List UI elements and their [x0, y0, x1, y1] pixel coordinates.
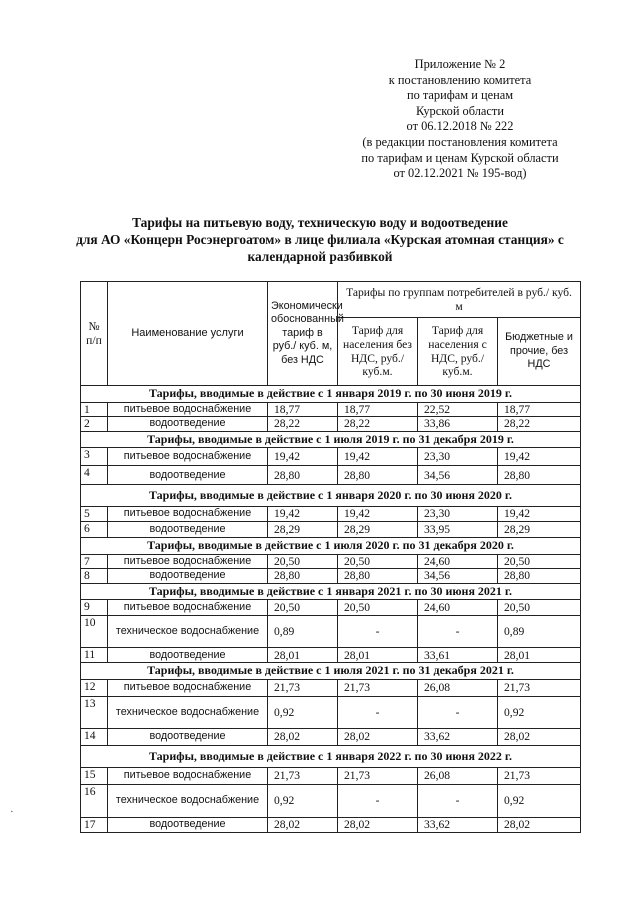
- row-number: 8: [81, 569, 108, 584]
- budget-value: 20,50: [498, 600, 581, 616]
- table-row: [81, 817, 581, 832]
- row-number: 1: [81, 402, 108, 417]
- service-name: питьевое водоснабжение: [108, 600, 268, 616]
- population-vat-value: 24,60: [418, 554, 498, 569]
- table-row: [81, 507, 581, 522]
- section-title: Тарифы, вводимые в действие с 1 июля 2019 г. по 31 декабря 2019 г.: [81, 431, 581, 448]
- budget-value: 0,92: [498, 696, 581, 728]
- table-row: [81, 648, 581, 663]
- population-no-vat-value: 19,42: [338, 448, 418, 466]
- header-economic-tariff: Экономически обоснованный тариф в руб./ куб. м, без НДС: [268, 282, 338, 386]
- population-vat-value: 26,08: [418, 767, 498, 784]
- population-vat-value: 23,30: [418, 507, 498, 522]
- appendix-line: от 06.12.2018 № 222: [406, 119, 514, 134]
- row-number: 2: [81, 417, 108, 432]
- service-name: питьевое водоснабжение: [108, 448, 268, 466]
- table-row: [81, 767, 581, 784]
- population-vat-value: -: [418, 784, 498, 817]
- economic-tariff-value: 28,80: [268, 569, 338, 584]
- header-population-no-vat: Тариф для населения без НДС, руб./ куб.м.: [338, 318, 418, 386]
- service-name: водоотведение: [108, 417, 268, 432]
- budget-value: 28,80: [498, 569, 581, 584]
- table-row: [81, 466, 581, 485]
- table-row: [81, 600, 581, 616]
- economic-tariff-value: 28,29: [268, 521, 338, 537]
- appendix-line: от 02.12.2021 № 195-вод): [393, 166, 527, 181]
- service-name: питьевое водоснабжение: [108, 767, 268, 784]
- budget-value: 21,73: [498, 679, 581, 696]
- section-header-row: [81, 663, 581, 680]
- population-vat-value: -: [418, 616, 498, 648]
- appendix-line: (в редакции постановления комитета: [362, 134, 558, 149]
- population-vat-value: 33,86: [418, 417, 498, 432]
- population-no-vat-value: 28,02: [338, 728, 418, 745]
- budget-value: 19,42: [498, 507, 581, 522]
- service-name: питьевое водоснабжение: [108, 554, 268, 569]
- population-no-vat-value: 20,50: [338, 600, 418, 616]
- row-number: 16: [81, 784, 108, 817]
- service-name: техническое водоснабжение: [108, 616, 268, 648]
- appendix-line: по тарифам и ценам: [406, 88, 514, 103]
- economic-tariff-value: 0,92: [268, 696, 338, 728]
- section-title: Тарифы, вводимые в действие с 1 января 2022 г. по 30 июня 2022 г.: [81, 745, 581, 767]
- row-number: 5: [81, 507, 108, 522]
- population-vat-value: 33,95: [418, 521, 498, 537]
- row-number: 9: [81, 600, 108, 616]
- economic-tariff-value: 28,02: [268, 728, 338, 745]
- population-vat-value: 34,56: [418, 569, 498, 584]
- row-number: 4: [81, 466, 108, 485]
- budget-value: 20,50: [498, 554, 581, 569]
- row-number: 14: [81, 728, 108, 745]
- row-number: 12: [81, 679, 108, 696]
- economic-tariff-value: 28,01: [268, 648, 338, 663]
- title-line: календарной разбивкой: [247, 249, 393, 264]
- budget-value: 28,01: [498, 648, 581, 663]
- document-title: [40, 214, 600, 265]
- economic-tariff-value: 0,89: [268, 616, 338, 648]
- title-line: Тарифы на питьевую воду, техническую воду и водоотведение: [132, 215, 508, 230]
- population-no-vat-value: 18,77: [338, 402, 418, 417]
- section-header-row: [81, 431, 581, 448]
- economic-tariff-value: 19,42: [268, 507, 338, 522]
- economic-tariff-value: 20,50: [268, 600, 338, 616]
- table-row: [81, 569, 581, 584]
- population-vat-value: 23,30: [418, 448, 498, 466]
- table-header: [81, 282, 581, 386]
- budget-value: 28,29: [498, 521, 581, 537]
- table-row: [81, 521, 581, 537]
- population-no-vat-value: 28,02: [338, 817, 418, 832]
- service-name: водоотведение: [108, 466, 268, 485]
- row-number: 10: [81, 616, 108, 648]
- section-header-row: [81, 386, 581, 403]
- population-no-vat-value: 28,29: [338, 521, 418, 537]
- header-service: Наименование услуги: [108, 282, 268, 386]
- row-number: 3: [81, 448, 108, 466]
- economic-tariff-value: 21,73: [268, 679, 338, 696]
- service-name: водоотведение: [108, 521, 268, 537]
- population-no-vat-value: 28,80: [338, 466, 418, 485]
- tariff-table: [80, 281, 581, 833]
- budget-value: 18,77: [498, 402, 581, 417]
- population-no-vat-value: -: [338, 616, 418, 648]
- budget-value: 28,02: [498, 728, 581, 745]
- budget-value: 28,22: [498, 417, 581, 432]
- service-name: водоотведение: [108, 648, 268, 663]
- budget-value: 21,73: [498, 767, 581, 784]
- population-no-vat-value: 28,80: [338, 569, 418, 584]
- population-no-vat-value: 19,42: [338, 507, 418, 522]
- service-name: техническое водоснабжение: [108, 696, 268, 728]
- population-no-vat-value: 28,01: [338, 648, 418, 663]
- appendix-line: к постановлению комитета: [388, 72, 532, 87]
- title-line: для АО «Концерн Росэнергоатом» в лице филиала «Курская атомная станция» с: [76, 232, 564, 247]
- header-population-vat: Тариф для населения с НДС, руб./ куб.м.: [418, 318, 498, 386]
- section-title: Тарифы, вводимые в действие с 1 июля 2021 г. по 31 декабря 2021 г.: [81, 663, 581, 680]
- economic-tariff-value: 18,77: [268, 402, 338, 417]
- population-no-vat-value: -: [338, 784, 418, 817]
- economic-tariff-value: 28,02: [268, 817, 338, 832]
- population-no-vat-value: 21,73: [338, 679, 418, 696]
- service-name: питьевое водоснабжение: [108, 402, 268, 417]
- economic-tariff-value: 20,50: [268, 554, 338, 569]
- table-row: [81, 679, 581, 696]
- service-name: водоотведение: [108, 817, 268, 832]
- population-vat-value: 22,52: [418, 402, 498, 417]
- population-vat-value: 33,62: [418, 728, 498, 745]
- row-number: 7: [81, 554, 108, 569]
- service-name: техническое водоснабжение: [108, 784, 268, 817]
- section-header-row: [81, 745, 581, 767]
- table-body: [81, 386, 581, 833]
- budget-value: 28,80: [498, 466, 581, 485]
- row-number: 11: [81, 648, 108, 663]
- budget-value: 28,02: [498, 817, 581, 832]
- table-row: [81, 417, 581, 432]
- section-header-row: [81, 583, 581, 600]
- table-row: [81, 554, 581, 569]
- appendix-block: [330, 57, 590, 182]
- population-vat-value: 33,62: [418, 817, 498, 832]
- section-title: Тарифы, вводимые в действие с 1 июля 2020 г. по 31 декабря 2020 г.: [81, 537, 581, 554]
- header-consumer-groups: Тарифы по группам потребителей в руб./ куб. м: [338, 282, 581, 318]
- section-title: Тарифы, вводимые в действие с 1 января 2021 г. по 30 июня 2021 г.: [81, 583, 581, 600]
- population-vat-value: 34,56: [418, 466, 498, 485]
- service-name: питьевое водоснабжение: [108, 507, 268, 522]
- service-name: водоотведение: [108, 569, 268, 584]
- table-row: [81, 728, 581, 745]
- population-no-vat-value: 21,73: [338, 767, 418, 784]
- population-vat-value: 33,61: [418, 648, 498, 663]
- population-no-vat-value: -: [338, 696, 418, 728]
- appendix-line: по тарифам и ценам Курской области: [361, 150, 559, 165]
- header-budget: Бюджетные и прочие, без НДС: [498, 318, 581, 386]
- economic-tariff-value: 28,22: [268, 417, 338, 432]
- table-row: [81, 696, 581, 728]
- budget-value: 19,42: [498, 448, 581, 466]
- row-number: 6: [81, 521, 108, 537]
- section-title: Тарифы, вводимые в действие с 1 января 2020 г. по 30 июня 2020 г.: [81, 485, 581, 507]
- margin-mark: ·: [10, 806, 14, 818]
- budget-value: 0,92: [498, 784, 581, 817]
- header-num: № п/п: [81, 282, 108, 386]
- section-header-row: [81, 537, 581, 554]
- budget-value: 0,89: [498, 616, 581, 648]
- table-row: [81, 402, 581, 417]
- economic-tariff-value: 21,73: [268, 767, 338, 784]
- economic-tariff-value: 28,80: [268, 466, 338, 485]
- population-vat-value: 24,60: [418, 600, 498, 616]
- row-number: 15: [81, 767, 108, 784]
- appendix-line: Курской области: [416, 103, 504, 118]
- economic-tariff-value: 0,92: [268, 784, 338, 817]
- service-name: питьевое водоснабжение: [108, 679, 268, 696]
- population-no-vat-value: 28,22: [338, 417, 418, 432]
- appendix-line: Приложение № 2: [414, 57, 506, 71]
- economic-tariff-value: 19,42: [268, 448, 338, 466]
- row-number: 13: [81, 696, 108, 728]
- table-row: [81, 616, 581, 648]
- section-title: Тарифы, вводимые в действие с 1 января 2019 г. по 30 июня 2019 г.: [81, 386, 581, 403]
- section-header-row: [81, 485, 581, 507]
- table-row: [81, 448, 581, 466]
- population-vat-value: 26,08: [418, 679, 498, 696]
- row-number: 17: [81, 817, 108, 832]
- table-row: [81, 784, 581, 817]
- service-name: водоотведение: [108, 728, 268, 745]
- population-vat-value: -: [418, 696, 498, 728]
- population-no-vat-value: 20,50: [338, 554, 418, 569]
